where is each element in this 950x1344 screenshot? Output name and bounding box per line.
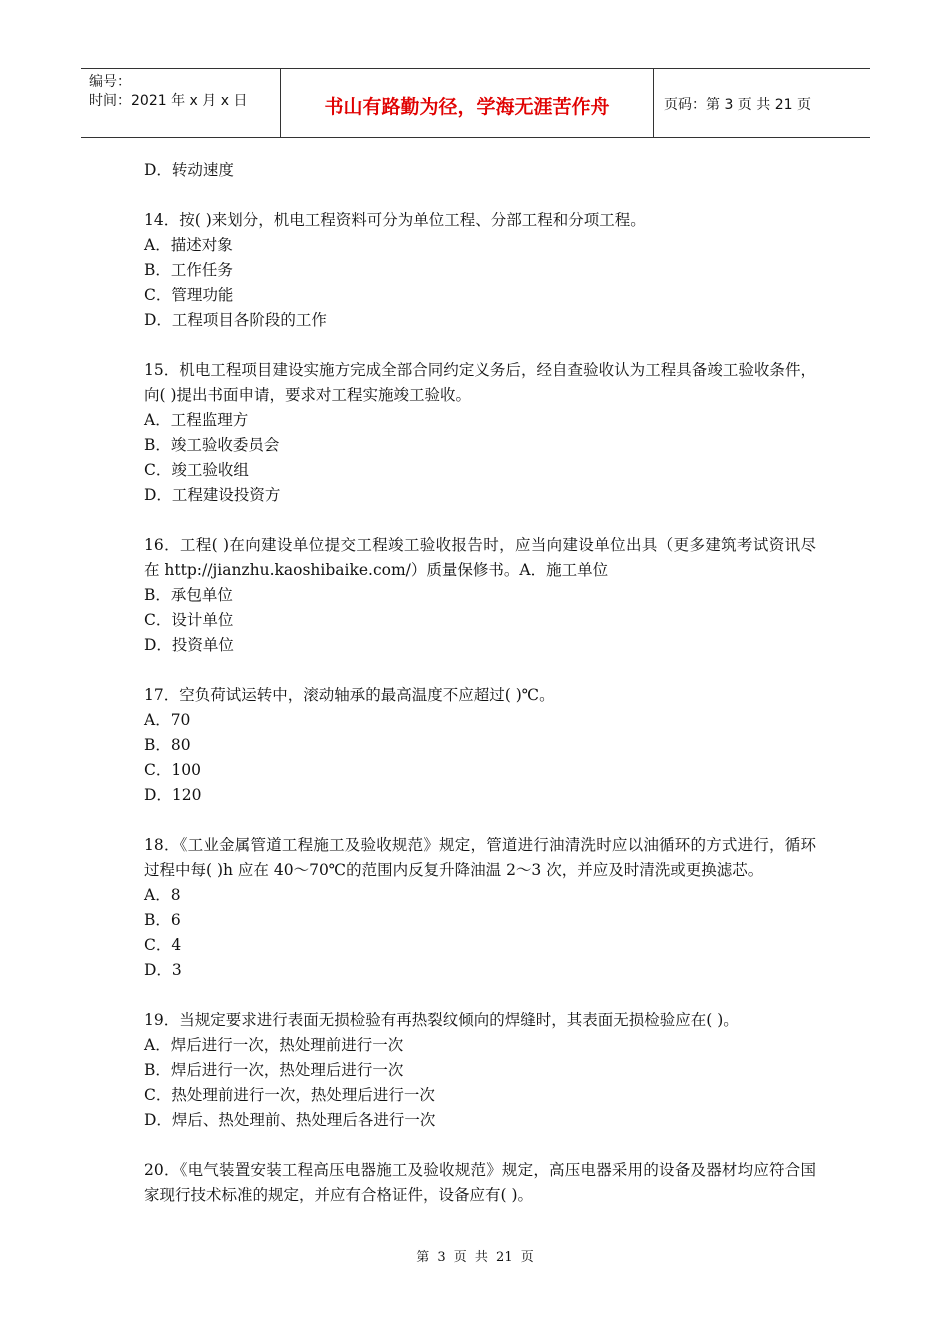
answer-option: D．焊后、热处理前、热处理后各进行一次: [144, 1111, 436, 1129]
header-meta: [81, 69, 281, 137]
answer-option: B．竣工验收委员会: [144, 436, 280, 454]
answer-option: C．设计单位: [144, 611, 234, 629]
header-motto: 书山有路勤为径，学海无涯苦作舟: [281, 69, 654, 137]
answer-option: C．100: [144, 761, 201, 779]
question-text: 17．空负荷试运转中，滚动轴承的最高温度不应超过( )℃。: [144, 686, 555, 704]
answer-option: A．8: [144, 886, 181, 904]
page-header: [81, 68, 870, 138]
question-text: 16．工程( )在向建设单位提交工程竣工验收报告时，应当向建设单位出具（更多建筑考试资讯尽在 http://jianzhu.kaoshibaike.com/）质量保修书。A．施工单位: [144, 536, 816, 579]
question-text: 19．当规定要求进行表面无损检验有再热裂纹倾向的焊缝时，其表面无损检验应在( )。: [144, 1011, 739, 1029]
answer-option: B．80: [144, 736, 191, 754]
question-block: [144, 1008, 816, 1133]
question-text: 14．按( )来划分，机电工程资料可分为单位工程、分部工程和分项工程。: [144, 211, 646, 229]
previous-option: D．转动速度: [144, 161, 234, 179]
question-block: [144, 208, 816, 333]
answer-option: C．竣工验收组: [144, 461, 249, 479]
question-text: 18．《工业金属管道工程施工及验收规范》规定，管道进行油清洗时应以油循环的方式进行，循环过程中每( )h 应在 40～70℃的范围内反复升降油温 2～3 次，并应及时清洗或更换滤芯。: [144, 836, 816, 879]
answer-option: D．投资单位: [144, 636, 234, 654]
answer-option: D．工程建设投资方: [144, 486, 281, 504]
question-block: [144, 833, 816, 983]
answer-option: B．承包单位: [144, 586, 233, 604]
answer-option: D．3: [144, 961, 182, 979]
answer-option: C．热处理前进行一次，热处理后进行一次: [144, 1086, 435, 1104]
question-text: 20．《电气装置安装工程高压电器施工及验收规范》规定，高压电器采用的设备及器材均应符合国家现行技术标准的规定，并应有合格证件，设备应有( )。: [144, 1161, 816, 1204]
answer-option: C．管理功能: [144, 286, 234, 304]
page-footer: 第 3 页 共 21 页: [416, 1250, 534, 1265]
answer-option: B．6: [144, 911, 181, 929]
answer-option: C．4: [144, 936, 182, 954]
document-body: [144, 158, 816, 1208]
answer-option: A．工程监理方: [144, 411, 249, 429]
question-list: [144, 208, 816, 1208]
answer-option: D．120: [144, 786, 202, 804]
question-block: [144, 683, 816, 808]
answer-option: B．焊后进行一次，热处理后进行一次: [144, 1061, 404, 1079]
code-label: 编号：: [89, 74, 131, 90]
question-text: 15．机电工程项目建设实施方完成全部合同约定义务后，经自查验收认为工程具备竣工验收条件，向( )提出书面申请，要求对工程实施竣工验收。: [144, 361, 816, 404]
question-block: [144, 533, 816, 658]
answer-option: A．焊后进行一次，热处理前进行一次: [144, 1036, 404, 1054]
answer-option: A．描述对象: [144, 236, 233, 254]
time-label: 时间：2021 年 x 月 x 日: [89, 93, 248, 109]
answer-option: B．工作任务: [144, 261, 233, 279]
question-block: [144, 358, 816, 508]
answer-option: A．70: [144, 711, 191, 729]
answer-option: D．工程项目各阶段的工作: [144, 311, 327, 329]
header-page-label: 页码：第 3 页 共 21 页: [664, 97, 811, 113]
question-block: [144, 1158, 816, 1208]
